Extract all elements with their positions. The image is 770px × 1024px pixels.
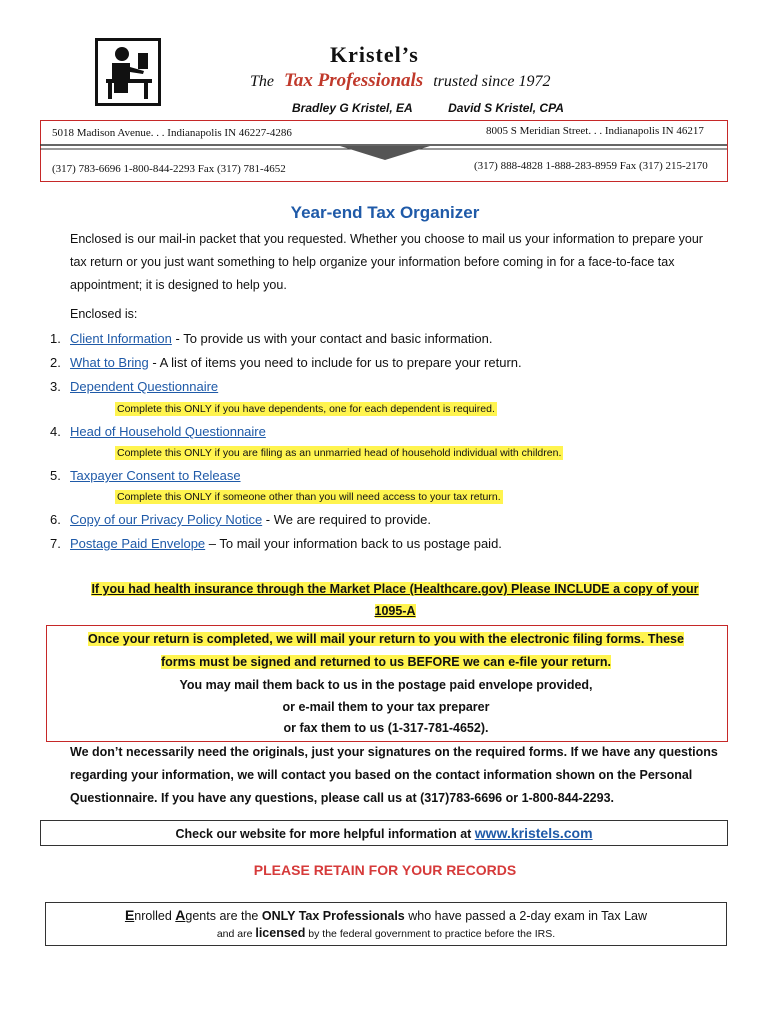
list-item (50, 536, 502, 551)
link-client-information[interactable]: Client Information (70, 331, 172, 346)
link-taxpayer-consent[interactable]: Taxpayer Consent to Release (70, 468, 241, 483)
health-line-1: If you had health insurance through the Market Place (Healthcare.gov) Please INCLUDE a copy of your (91, 582, 699, 596)
item-number: 3. (50, 379, 61, 394)
list-item (50, 424, 266, 439)
item-desc: - To provide us with your contact and basic information. (171, 331, 493, 346)
closing-paragraph: We don’t necessarily need the originals, just your signatures on the required forms. If we have any questions regarding your information, we will contact you based on the contact information shown on the Personal Questionnaire. If you have any questions, please call us at (317)783-6696 or 1-800-844-2293. (70, 745, 718, 805)
agents-a-rest: gents (185, 909, 216, 923)
item-number: 7. (50, 536, 61, 551)
website-text: Check our website for more helpful information at (175, 827, 475, 841)
note-head-of-household: Complete this ONLY if you are filing as an unmarried head of household individual with children. (117, 447, 562, 459)
link-what-to-bring[interactable]: What to Bring (70, 355, 149, 370)
health-insurance-notice (70, 578, 720, 622)
link-head-of-household[interactable]: Head of Household Questionnaire (70, 424, 266, 439)
agents-rest: who have passed a 2-day exam in Tax Law (404, 909, 648, 923)
person-at-desk-icon (98, 41, 158, 103)
return-line-1 (46, 632, 726, 646)
return-line-2 (46, 655, 726, 669)
agents-line2-pre: and are (216, 928, 256, 940)
return-line-2-text: forms must be signed and returned to us BEFORE we can e-file your return. (160, 655, 612, 669)
item-number: 2. (50, 355, 61, 370)
health-line-2: 1095-A (374, 604, 416, 618)
agents-a-cap: A (175, 907, 186, 923)
link-privacy-policy[interactable]: Copy of our Privacy Policy Notice (70, 512, 263, 527)
list-item (50, 355, 522, 370)
phone-right: (317) 888-4828 1-888-283-8959 Fax (317) 215-2170 (474, 160, 708, 172)
agents-only-tax: ONLY Tax Professionals (261, 909, 405, 923)
retain-notice: PLEASE RETAIN FOR YOUR RECORDS (253, 862, 517, 878)
website-link[interactable]: www.kristels.com (474, 825, 593, 841)
firm-name: Kristel’s (330, 42, 419, 67)
header-divider (40, 142, 727, 162)
return-line-3: You may mail them back to us in the postage paid envelope provided, (179, 678, 593, 692)
return-line-1-text: Once your return is completed, we will mail your return to you with the electronic filing forms. These (88, 632, 684, 646)
page-title: Year-end Tax Organizer (290, 203, 480, 222)
agents-line-1 (46, 907, 726, 923)
agents-line-2 (46, 926, 726, 940)
note-dependent: Complete this ONLY if you have dependents, one for each dependent is required. (117, 403, 495, 415)
list-item (50, 468, 241, 483)
return-line-4: or e-mail them to your tax preparer (282, 700, 490, 714)
list-item (50, 331, 492, 346)
address-right: 8005 S Meridian Street. . . Indianapolis IN 46217 (486, 125, 704, 137)
agents-licensed: licensed (255, 926, 306, 940)
agents-line2-post: by the federal government to practice before the IRS. (305, 928, 556, 940)
item-number: 6. (50, 512, 61, 527)
item-number: 5. (50, 468, 61, 483)
tagline (250, 70, 551, 92)
agents-mid: are the (216, 909, 262, 923)
partner-2: David S Kristel, CPA (448, 101, 564, 115)
note-taxpayer-consent: Complete this ONLY if someone other than you will need access to your tax return. (117, 491, 501, 503)
tagline-the: The (250, 73, 274, 90)
item-number: 1. (50, 331, 61, 346)
address-left: 5018 Madison Avenue. . . Indianapolis IN 46227-4286 (52, 127, 292, 139)
logo (95, 38, 161, 106)
tagline-since: trusted since 1972 (433, 73, 551, 90)
partner-names (292, 101, 582, 115)
item-desc: - A list of items you need to include for us to prepare your return. (148, 355, 522, 370)
tagline-brand: Tax Professionals (284, 70, 424, 91)
item-desc: – To mail your information back to us postage paid. (205, 536, 502, 551)
item-number: 4. (50, 424, 61, 439)
agents-e-rest: nrolled (134, 909, 176, 923)
item-desc: - We are required to provide. (262, 512, 432, 527)
link-dependent-questionnaire[interactable]: Dependent Questionnaire (70, 379, 219, 394)
list-item (50, 379, 218, 394)
list-item (50, 512, 431, 527)
return-line-5: or fax them to us (1-317-781-4652). (283, 721, 489, 735)
link-postage-paid-envelope[interactable]: Postage Paid Envelope (70, 536, 206, 551)
enclosed-label: Enclosed is: (70, 307, 138, 321)
agents-e-cap: E (124, 907, 135, 923)
phone-left: (317) 783-6696 1-800-844-2293 Fax (317) 781-4652 (52, 163, 286, 175)
enrolled-agents-box (45, 902, 727, 946)
intro-paragraph: Enclosed is our mail-in packet that you requested. Whether you choose to mail us your information to prepare your tax return or you just want something to help organize your information before coming in for a face-to-face tax appointment; it is designed to help you. (70, 232, 703, 292)
website-box (40, 820, 728, 846)
partner-1: Bradley G Kristel, EA (292, 101, 413, 115)
